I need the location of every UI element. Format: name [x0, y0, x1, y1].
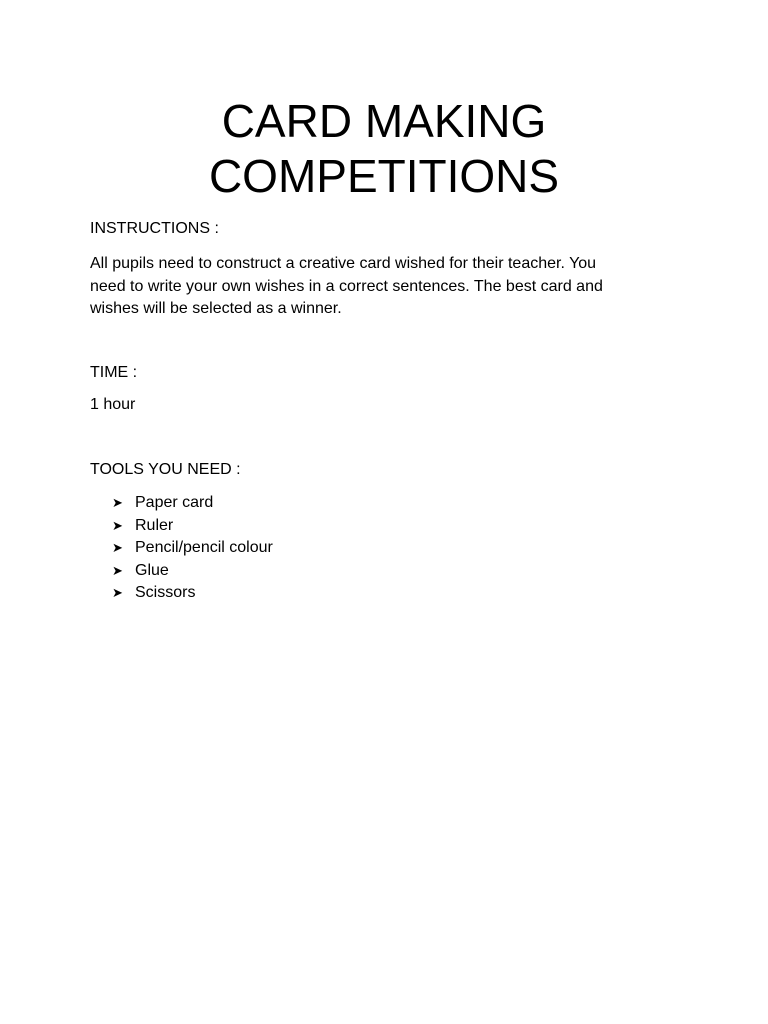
instructions-label: INSTRUCTIONS : — [90, 220, 219, 237]
instructions-line-2: need to write your own wishes in a correct sentences. The best card and — [90, 277, 603, 295]
arrow-bullet-icon: ➤ — [112, 495, 123, 510]
list-item — [112, 560, 273, 583]
time-label: TIME : — [90, 364, 138, 381]
time-value: 1 hour — [90, 396, 136, 413]
list-item — [112, 537, 273, 560]
list-item — [112, 582, 273, 605]
tools-label: TOOLS YOU NEED : — [90, 461, 241, 478]
list-item — [112, 515, 273, 538]
page-title — [0, 94, 768, 204]
list-item-label: Paper card — [135, 494, 214, 511]
instructions-line-1: All pupils need to construct a creative card wished for their teacher. You — [90, 255, 597, 272]
list-item-label: Pencil/pencil colour — [135, 539, 273, 557]
title-line-1: CARD MAKING — [221, 95, 547, 147]
tools-list — [112, 492, 273, 605]
arrow-bullet-icon: ➤ — [112, 540, 123, 556]
arrow-bullet-icon: ➤ — [112, 585, 123, 601]
list-item — [112, 492, 273, 515]
instructions-paragraph — [90, 253, 690, 321]
list-item-label: Scissors — [135, 584, 196, 602]
instructions-line-3: wishes will be selected as a winner. — [90, 300, 342, 317]
list-item-label: Glue — [135, 561, 169, 579]
arrow-bullet-icon: ➤ — [112, 517, 123, 533]
list-item-label: Ruler — [135, 516, 174, 534]
arrow-bullet-icon: ➤ — [112, 562, 123, 578]
title-line-2: COMPETITIONS — [208, 150, 560, 202]
